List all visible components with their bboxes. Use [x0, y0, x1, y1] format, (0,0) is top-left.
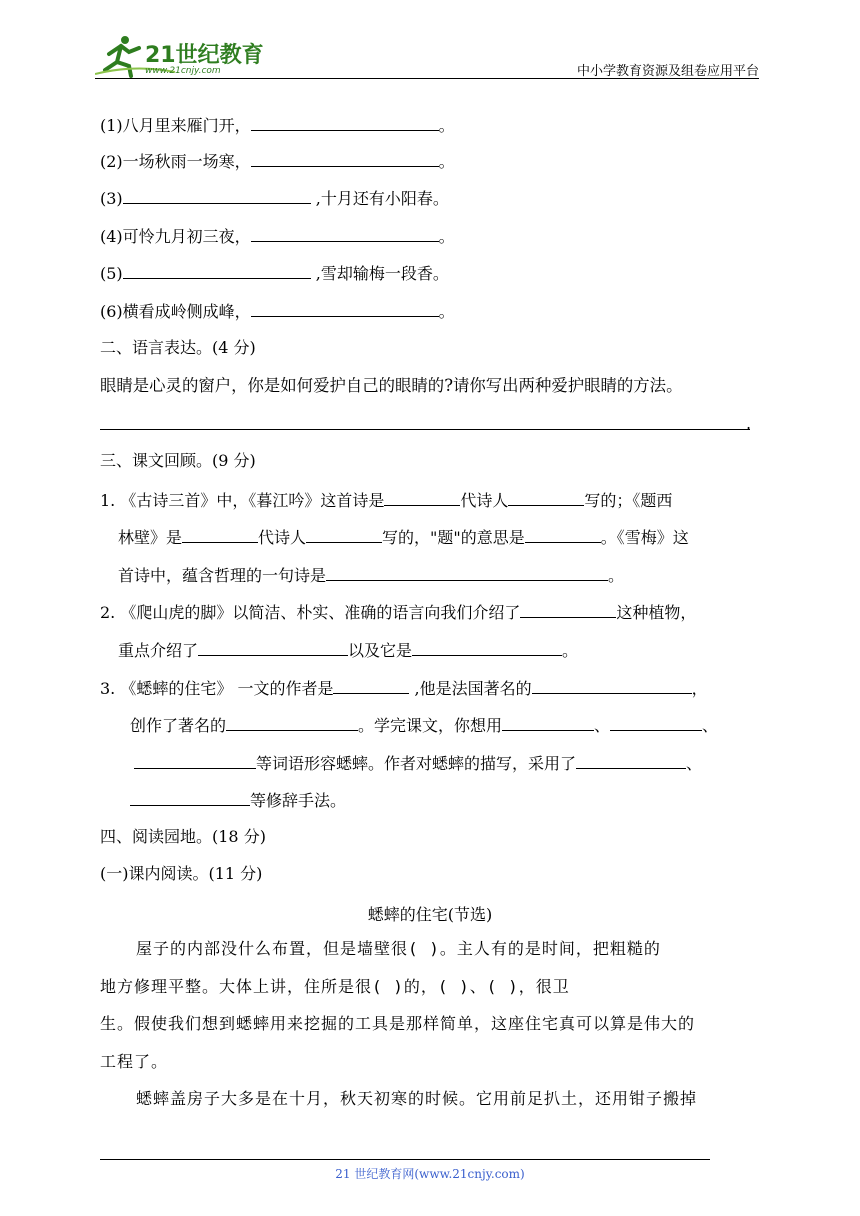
answer-line-end: .: [746, 414, 752, 433]
q3-line-3: 等词语形容蟋蟀。作者对蟋蟀的描写，采用了 、: [134, 752, 702, 774]
answer-blank[interactable]: [576, 752, 686, 769]
passage-line: 屋子的内部没什么布置，但是墙壁很( )。主人有的是时间，把粗糙的: [136, 939, 661, 958]
footer-divider: [100, 1159, 710, 1160]
section-4-sub: (一)课内阅读。(11 分): [100, 864, 263, 883]
answer-blank[interactable]: [508, 489, 584, 506]
answer-blank[interactable]: [326, 564, 608, 581]
poem-line-4: (4)可怜九月初三夜， 。: [100, 227, 455, 246]
poem-line-2: (2)一场秋雨一场寒， 。: [100, 152, 455, 171]
passage-line: 地方修理平整。大体上讲，住所是很( )的，( )、( )，很卫: [100, 977, 570, 996]
page-header: [95, 34, 759, 82]
answer-blank[interactable]: [251, 150, 439, 167]
q3-line-2: 创作了著名的 。学完课文，你想用 、 、: [130, 716, 719, 735]
q2-line-2: 重点介绍了 以及它是 。: [118, 641, 579, 660]
answer-blank[interactable]: [134, 752, 256, 769]
q1-line-1: 1. 《古诗三首》中，《暮江吟》这首诗是 代诗人 写的；《题西: [100, 491, 673, 510]
answer-blank[interactable]: [123, 262, 311, 279]
passage-line: 蟋蟀盖房子大多是在十月，秋天初寒的时候。它用前足扒土，还用钳子搬掉: [136, 1089, 698, 1108]
answer-blank[interactable]: [251, 225, 439, 242]
answer-blank[interactable]: [502, 714, 594, 731]
header-slogan: 中小学教育资源及组卷应用平台: [576, 64, 759, 79]
q1-line-2: 林壁》是 代诗人 写的，"题"的意思是 。《雪梅》这: [118, 528, 689, 547]
answer-blank[interactable]: [182, 526, 258, 543]
answer-line[interactable]: [100, 429, 750, 430]
answer-blank[interactable]: [306, 526, 382, 543]
passage-line: 生。假使我们想到蟋蟀用来挖掘的工具是那样简单，这座住宅真可以算是伟大的: [100, 1014, 696, 1033]
q3-line-4: 等修辞手法。: [130, 789, 346, 811]
answer-blank[interactable]: [251, 300, 439, 317]
poem-line-5: (5) ,雪却输梅一段香。: [100, 264, 449, 283]
section-2-heading: 二、语言表达。(4 分): [100, 338, 256, 357]
section-3-heading: 三、课文回顾。(9 分): [100, 451, 256, 470]
logo-url: www.21cnjy.com: [145, 66, 221, 76]
q2-line-1: 2. 《爬山虎的脚》以简洁、朴实、准确的语言向我们介绍了 这种植物，: [100, 603, 697, 622]
section-4-heading: 四、阅读园地。(18 分): [100, 827, 266, 846]
poem-line-6: (6)横看成岭侧成峰， 。: [100, 302, 455, 321]
answer-blank[interactable]: [384, 489, 460, 506]
answer-blank[interactable]: [123, 187, 311, 204]
answer-blank[interactable]: [412, 639, 562, 656]
answer-blank[interactable]: [520, 601, 616, 618]
answer-blank[interactable]: [198, 639, 348, 656]
passage-title: 蟋蟀的住宅(节选): [367, 905, 493, 924]
passage-line: 工程了。: [100, 1052, 169, 1071]
answer-blank[interactable]: [251, 114, 439, 131]
q3-line-1: 3. 《蟋蟀的住宅》 一文的作者是 ,他是法国著名的 ，: [100, 679, 708, 698]
poem-line-1: (1)八月里来雁门开， 。: [100, 116, 455, 135]
section-2-question: 眼睛是心灵的窗户，你是如何爱护自己的眼睛的?请你写出两种爱护眼睛的方法。: [100, 376, 683, 395]
answer-blank[interactable]: [525, 526, 601, 543]
poem-line-3: (3) ,十月还有小阳春。: [100, 189, 449, 208]
answer-blank[interactable]: [333, 677, 409, 694]
q1-line-3: 首诗中，蕴含哲理的一句诗是 。: [118, 566, 625, 585]
logo-text: 21世纪教育: [145, 43, 264, 68]
answer-blank[interactable]: [130, 789, 250, 806]
footer-text: 21 世纪教育网(www.21cnjy.com): [335, 1167, 525, 1181]
answer-blank[interactable]: [532, 677, 692, 694]
header-divider: [95, 78, 759, 79]
answer-blank[interactable]: [226, 714, 358, 731]
answer-blank[interactable]: [610, 714, 702, 731]
